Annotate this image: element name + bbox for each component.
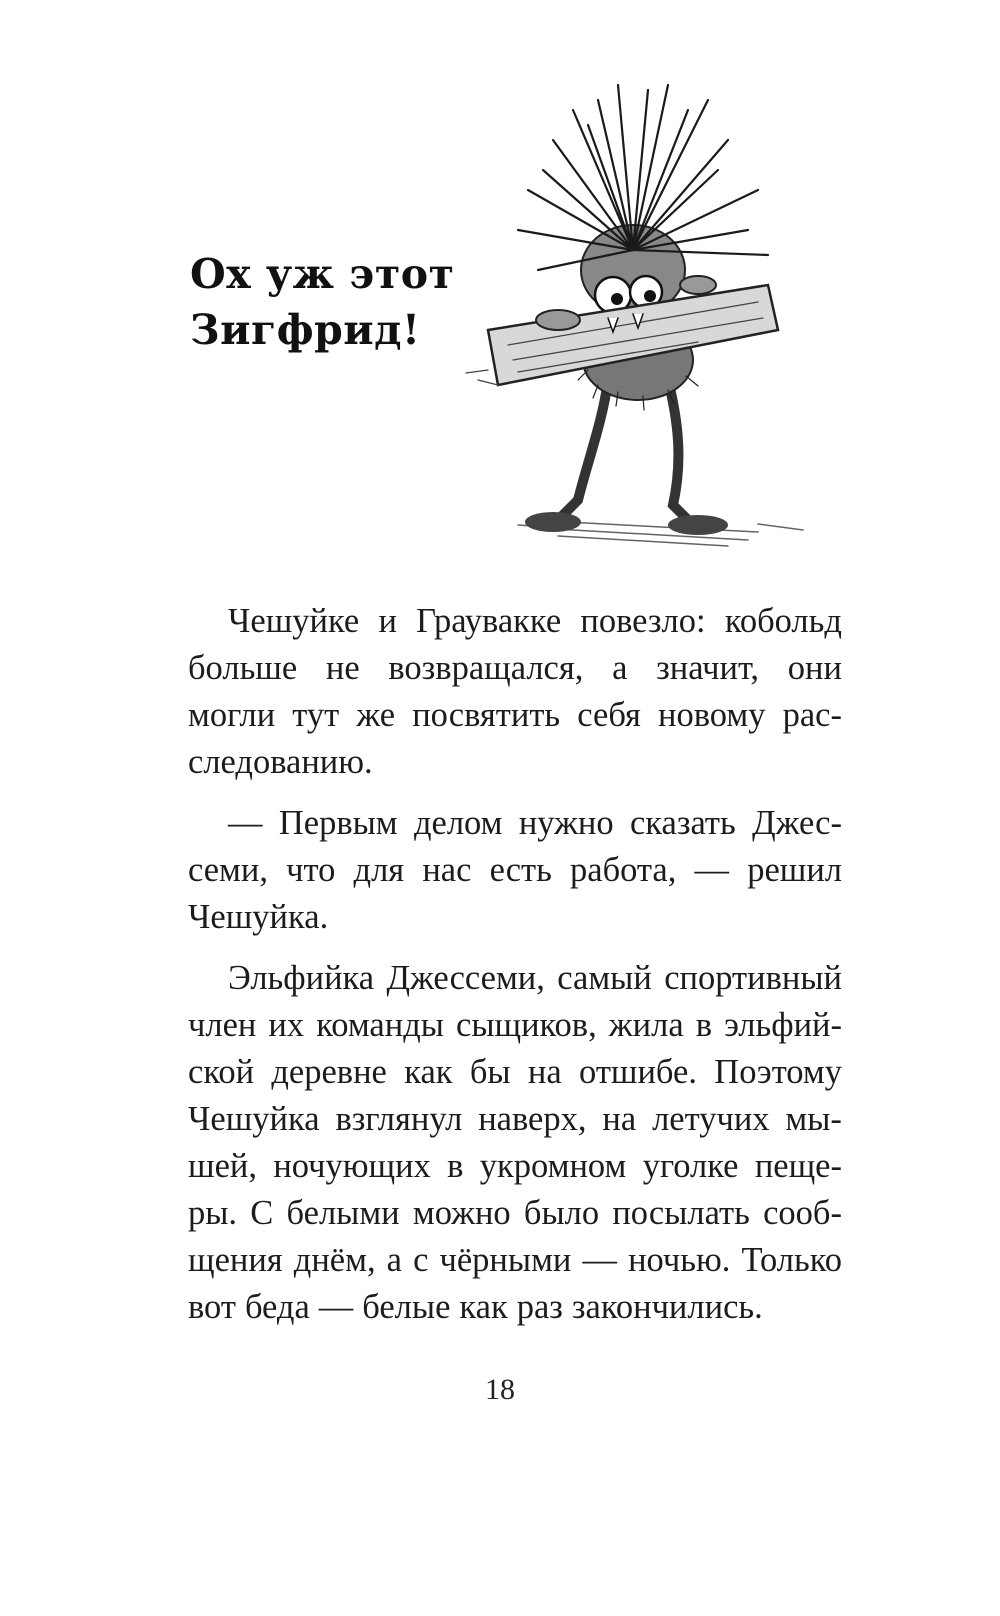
word: их <box>268 1006 305 1044</box>
paragraph-1 <box>188 598 842 786</box>
word: самый <box>557 959 652 997</box>
word: на <box>527 1053 562 1091</box>
word: уголке <box>642 1147 739 1185</box>
word: семи, <box>188 851 268 889</box>
word: мы- <box>785 1100 842 1138</box>
word: можно <box>412 1194 511 1232</box>
word: ночующих <box>273 1147 431 1185</box>
word: жила <box>608 1006 684 1044</box>
word: же <box>356 696 396 734</box>
word: ской <box>188 1053 255 1091</box>
word: отшибе. <box>579 1053 697 1091</box>
text-line <box>188 1049 842 1096</box>
word: посвятить <box>412 696 561 734</box>
word: значит, <box>656 649 760 687</box>
chapter-title-line-1: Ох уж этот <box>190 250 455 298</box>
word: могли <box>188 696 276 734</box>
word: решил <box>747 851 842 889</box>
word: — <box>582 1241 617 1279</box>
word: Чешуйка <box>188 1100 320 1138</box>
word: Чешуйка. <box>188 898 329 936</box>
text-line <box>188 598 842 645</box>
word: Граувакке <box>416 602 562 640</box>
word: нас <box>422 851 472 889</box>
word: член <box>188 1006 257 1044</box>
word: беда <box>244 1288 310 1326</box>
word: Джес- <box>752 804 842 842</box>
word: посылать <box>612 1194 750 1232</box>
word: шей, <box>188 1147 257 1185</box>
word: команды <box>316 1006 444 1044</box>
word: делом <box>413 804 503 842</box>
word: сооб- <box>763 1194 842 1232</box>
word: а <box>612 649 628 687</box>
word: бы <box>469 1053 511 1091</box>
text-line <box>188 739 842 786</box>
word: было <box>523 1194 600 1232</box>
word: Первым <box>278 804 398 842</box>
spiky-creature-illustration <box>458 80 814 580</box>
word: а <box>386 1241 402 1279</box>
word: взглянул <box>335 1100 463 1138</box>
text-line <box>188 894 842 941</box>
word: сказать <box>629 804 736 842</box>
word: белыми <box>286 1194 400 1232</box>
word: ночью. <box>628 1241 731 1279</box>
word: нужно <box>518 804 614 842</box>
paragraph-3 <box>188 955 842 1331</box>
word: тут <box>292 696 340 734</box>
word: себя <box>577 696 641 734</box>
word: наверх, <box>478 1100 587 1138</box>
text-line <box>188 1002 842 1049</box>
word: в <box>695 1006 713 1044</box>
text-line <box>188 692 842 739</box>
word: повезло: <box>580 602 706 640</box>
page-number: 18 <box>485 1373 515 1406</box>
text-line <box>188 645 842 692</box>
text-line <box>188 1284 842 1331</box>
word: возвращался, <box>388 649 584 687</box>
word: раз <box>516 1288 563 1326</box>
word: Только <box>741 1241 842 1279</box>
body-text <box>188 598 842 1345</box>
word: эльфий- <box>724 1006 842 1044</box>
paragraph-2 <box>188 800 842 941</box>
word: Джессеми, <box>386 959 545 997</box>
word: Поэтому <box>714 1053 842 1091</box>
word: Чешуйке <box>228 602 360 640</box>
word: и <box>378 602 397 640</box>
word: на <box>602 1100 637 1138</box>
word: — <box>228 804 263 842</box>
word: как <box>459 1288 508 1326</box>
word: пеще- <box>754 1147 842 1185</box>
word: С <box>250 1194 274 1232</box>
word: рас- <box>782 696 842 734</box>
word: как <box>404 1053 453 1091</box>
word: белые <box>362 1288 451 1326</box>
word: с <box>413 1241 429 1279</box>
word: они <box>787 649 842 687</box>
word: щения <box>188 1241 283 1279</box>
word: — <box>318 1288 354 1326</box>
word: для <box>353 851 405 889</box>
text-line <box>188 1143 842 1190</box>
text-line <box>188 1190 842 1237</box>
word: деревне <box>271 1053 387 1091</box>
text-line <box>188 1096 842 1143</box>
word: следованию. <box>188 743 373 781</box>
text-line <box>188 847 842 894</box>
word: закончились. <box>571 1288 763 1326</box>
word: кобольд <box>724 602 842 640</box>
word: укромном <box>479 1147 627 1185</box>
text-line <box>188 800 842 847</box>
word: не <box>325 649 360 687</box>
word: спортивный <box>664 959 842 997</box>
word: сыщиков, <box>456 1006 597 1044</box>
word: Эльфийка <box>228 959 375 997</box>
text-line <box>188 955 842 1002</box>
word: днём, <box>293 1241 376 1279</box>
word: летучих <box>652 1100 770 1138</box>
word: чёрными <box>439 1241 572 1279</box>
word: вот <box>188 1288 236 1326</box>
word: что <box>286 851 336 889</box>
word: работа, <box>570 851 677 889</box>
word: больше <box>188 649 298 687</box>
chapter-title-line-2: Зигфрид! <box>190 306 421 354</box>
word: новому <box>658 696 766 734</box>
word: есть <box>489 851 552 889</box>
word: ры. <box>188 1194 238 1232</box>
word: в <box>447 1147 464 1185</box>
chapter-title <box>190 246 490 358</box>
text-line <box>188 1237 842 1284</box>
word: — <box>694 851 730 889</box>
